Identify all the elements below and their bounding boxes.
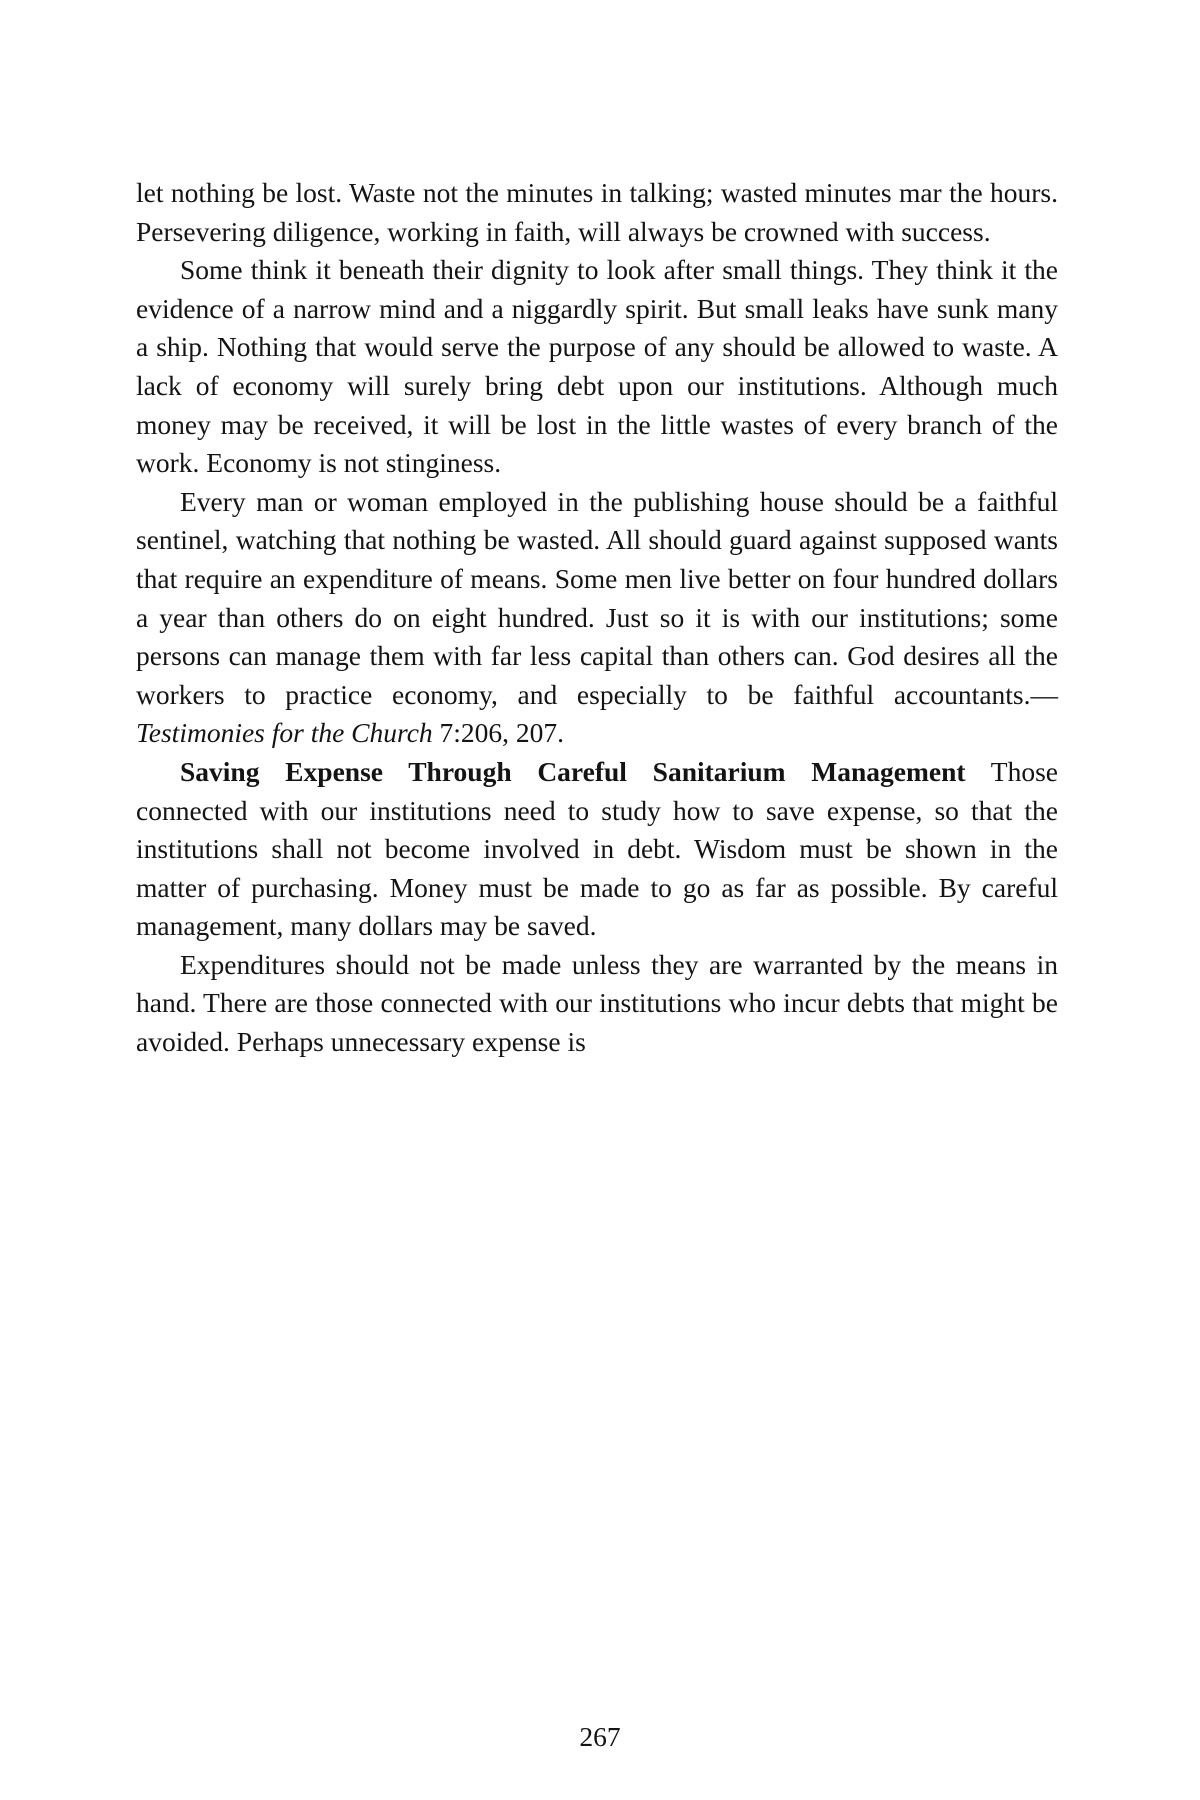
section-heading: Saving Expense Through Careful Sanitarium Management <box>180 755 966 787</box>
paragraph-3-text: Every man or woman employed in the publishing house should be a faithful sentinel, watching that nothing be wasted. All should guard against supposed wants that require an expenditure of means. Some men live better on four hundred dollars a year than others do on eight hundred. Just so it is with our institutions; some persons can manage them with far less capital than others can. God desires all the workers to practice economy, and especially to be faithful accountants.— <box>136 485 1058 710</box>
body-text <box>136 174 1058 1062</box>
paragraph-4-text: Those connected with our institutions need to study how to save expense, so that the institutions shall not become involved in debt. Wisdom must be shown in the matter of purchasing. Money must be made to go as far as possible. By careful management, many dollars may be saved. <box>136 755 1058 942</box>
paragraph-4 <box>136 753 1058 946</box>
citation-reference: 7:206, 207. <box>432 717 565 749</box>
citation-title: Testimonies for the Church <box>136 717 433 749</box>
paragraph-5: Expenditures should not be made unless they are warranted by the means in hand. There are those connected with our institutions who incur debts that might be avoided. Perhaps unnecessary expense is <box>136 948 1058 1058</box>
paragraph-2: Some think it beneath their dignity to look after small things. They think it the evidence of a narrow mind and a niggardly spirit. But small leaks have sunk many a ship. Nothing that would serve the purpose of any should be allowed to waste. A lack of economy will surely bring debt upon our institutions. Although much money may be received, it will be lost in the little wastes of every branch of the work. Economy is not stinginess. <box>136 254 1058 479</box>
page-number: 267 <box>579 1721 621 1752</box>
paragraph-1: let nothing be lost. Waste not the minutes in talking; wasted minutes mar the hours. Persevering diligence, working in faith, will always be crowned with success. <box>136 177 1058 247</box>
paragraph-3 <box>136 483 1058 753</box>
